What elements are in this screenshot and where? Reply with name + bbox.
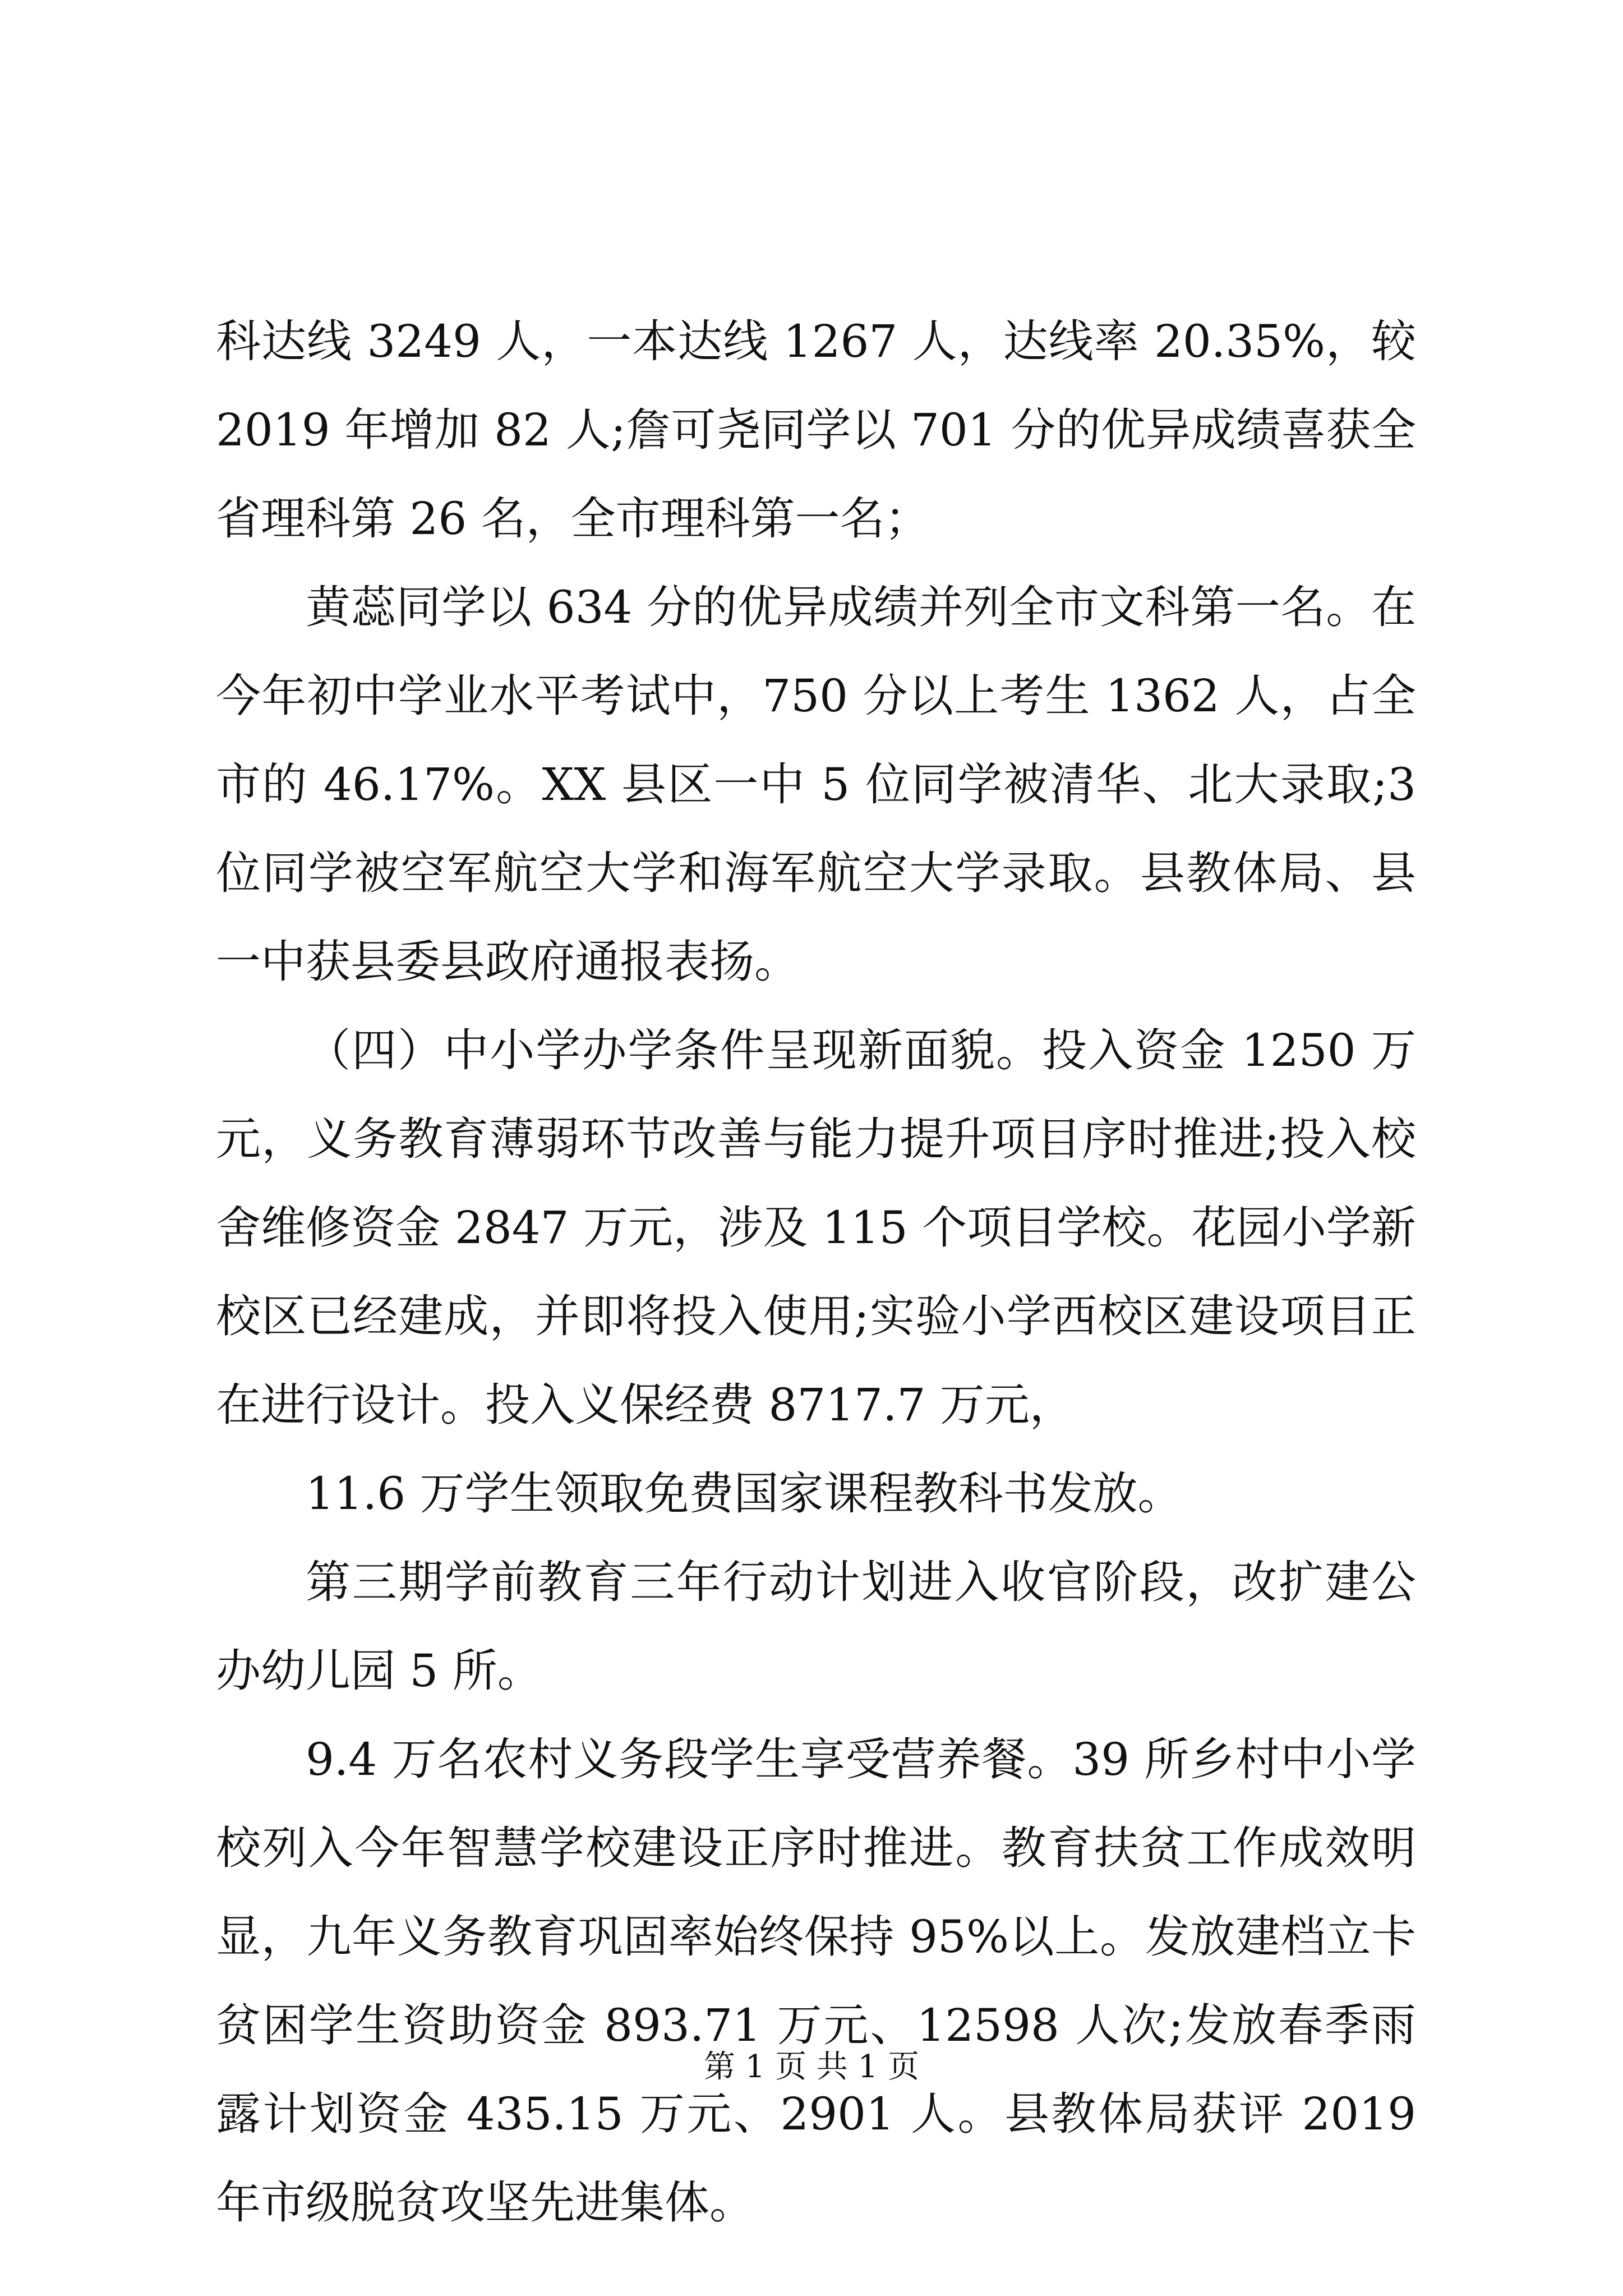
paragraph-5: 第三期学前教育三年行动计划进入收官阶段，改扩建公办幼儿园 5 所。 <box>216 1556 1416 1697</box>
page-number-footer: 第 1 页 共 1 页 <box>703 2049 920 2085</box>
document-body <box>216 297 1416 2247</box>
paragraph-4: 11.6 万学生领取免费国家课程教科书发放。 <box>306 1467 1183 1520</box>
paragraph-2: 黄蕊同学以 634 分的优异成绩并列全市文科第一名。在今年初中学业水平考试中，750 分以上考生 1362 人，占全市的 46.17%。XX 县区一中 5 位同学被清华、北大录取;3 位同学被空军航空大学和海军航空大学录取。县教体局、县一中获县委县政府通报表扬。 <box>216 581 1416 988</box>
paragraph-6: 9.4 万名农村义务段学生享受营养餐。39 所乡村中小学校列入今年智慧学校建设正序时推进。教育扶贫工作成效明显，九年义务教育巩固率始终保持 95%以上。发放建档立卡贫困学生资助资金 893.71 万元、12598 人次;发放春季雨露计划资金 435.15 万元、2901 人。县教体局获评 2019 年市级脱贫攻坚先进集体。 <box>216 1733 1416 2229</box>
paragraph-1: 科达线 3249 人，一本达线 1267 人，达线率 20.35%，较 2019 年增加 82 人;詹可尧同学以 701 分的优异成绩喜获全省理科第 26 名，全市理科第一名； <box>216 315 1416 545</box>
paragraph-3: （四）中小学办学条件呈现新面貌。投入资金 1250 万元，义务教育薄弱环节改善与能力提升项目序时推进;投入校舍维修资金 2847 万元，涉及 115 个项目学校。花园小学新校区已经建成，并即将投入使用;实验小学西校区建设项目正在进行设计。投入义保经费 8717.7 万元， <box>216 1024 1416 1431</box>
